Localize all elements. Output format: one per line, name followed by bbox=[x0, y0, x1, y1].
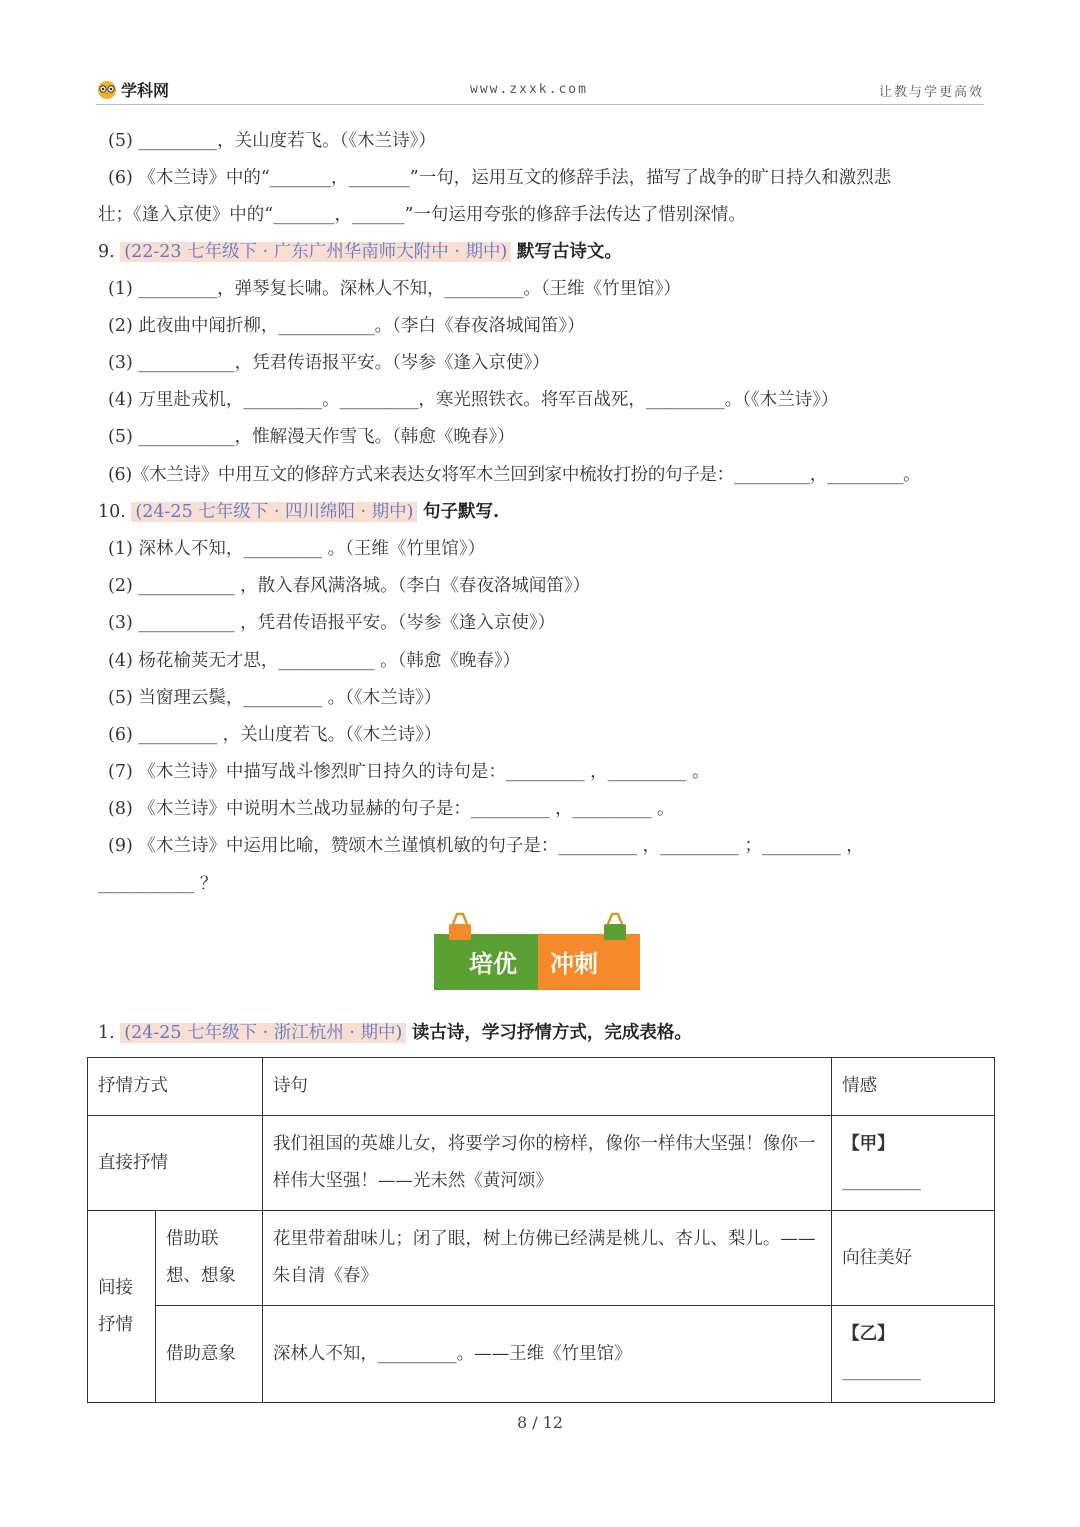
answer-blank: _________ bbox=[842, 1171, 921, 1191]
question-10-heading bbox=[98, 500, 499, 524]
badge-right-text: 冲刺 bbox=[550, 950, 598, 978]
list-item: (5) ___________，惟解漫天作雪飞。（韩愈《晚春》） bbox=[108, 427, 515, 447]
list-item: (9) 《木兰诗》中运用比喻，赞颂木兰谨慎机敏的句子是：_________ ，_________ ；_________ ， bbox=[108, 836, 864, 856]
table-row bbox=[88, 1306, 995, 1403]
table-cell: 间接抒情 bbox=[88, 1211, 156, 1403]
list-item: (7) 《木兰诗》中描写战斗惨烈旷日持久的诗句是：_________ ，_________ 。 bbox=[108, 762, 710, 782]
page-number: 8 / 12 bbox=[516, 1413, 564, 1432]
answer-blank: _________ bbox=[842, 1361, 921, 1381]
list-item: (2) 此夜曲中闻折柳，___________。（李白《春夜洛城闻笛》） bbox=[108, 316, 585, 336]
table-header-row bbox=[88, 1058, 995, 1116]
list-item: (6)《木兰诗》中用互文的修辞方式来表达女将军木兰回到家中梳妆打扮的句子是：_________，_________。 bbox=[108, 465, 921, 485]
question-title: 读古诗，学习抒情方式，完成表格。 bbox=[411, 1023, 692, 1043]
table-header: 抒情方式 bbox=[88, 1058, 263, 1116]
list-item: (3) ___________ ，凭君传语报平安。（岑参《逢入京使》） bbox=[108, 613, 556, 633]
binder-clip-icon bbox=[604, 914, 626, 940]
brand-logo bbox=[96, 78, 169, 101]
table-cell: 我们祖国的英雄儿女，将要学习你的榜样，像你一样伟大坚强！像你一样伟大坚强！——光未然《黄河颂》 bbox=[262, 1116, 831, 1211]
list-item: (1) _________，弹琴复长啸。深林人不知，_________。（王维《竹里馆》） bbox=[108, 279, 681, 299]
table-cell: 借助意象 bbox=[155, 1306, 262, 1403]
question-source: (24-25 七年级下 · 浙江杭州 · 期中) bbox=[120, 1023, 406, 1043]
table-cell: 借助联想、想象 bbox=[155, 1211, 262, 1306]
list-item: (2) ___________ ，散入春风满洛城。（李白《春夜洛城闻笛》） bbox=[108, 576, 591, 596]
question-title: 句子默写. bbox=[423, 502, 500, 522]
table-row bbox=[88, 1116, 995, 1211]
question-source: (22-23 七年级下 · 广东广州华南师大附中 · 期中) bbox=[120, 242, 511, 262]
list-item: (1) 深林人不知，_________ 。（王维《竹里馆》） bbox=[108, 539, 486, 559]
table-header: 情感 bbox=[832, 1058, 995, 1116]
logo-text: 学科网 bbox=[121, 81, 170, 100]
list-item: (5) 当窗理云鬓，_________ 。（《木兰诗》） bbox=[108, 688, 442, 708]
site-url: www.zxxk.com bbox=[470, 82, 588, 97]
question-1-heading bbox=[98, 1021, 692, 1045]
answer-tag: 【甲】 bbox=[842, 1134, 895, 1154]
page-header bbox=[96, 76, 984, 105]
slogan: 让教与学更高效 bbox=[878, 85, 984, 100]
table-cell-answer bbox=[832, 1116, 995, 1211]
question-number: 1. bbox=[98, 1023, 115, 1043]
question-source: (24-25 七年级下 · 四川绵阳 · 期中) bbox=[131, 502, 417, 522]
list-item: (3) ___________，凭君传语报平安。（岑参《逢入京使》） bbox=[108, 353, 550, 373]
table-cell: 深林人不知，_________。——王维《竹里馆》 bbox=[262, 1306, 831, 1403]
table-row bbox=[88, 1211, 995, 1306]
list-item: (4) 杨花榆荚无才思，___________ 。（韩愈《晚春》） bbox=[108, 651, 521, 671]
list-item: (8) 《木兰诗》中说明木兰战功显赫的句子是：_________ ，_________ 。 bbox=[108, 799, 675, 819]
badge-left-text: 培优 bbox=[469, 950, 517, 978]
question-9-heading bbox=[98, 240, 622, 264]
table-cell: 花里带着甜味儿；闭了眼，树上仿佛已经满是桃儿、杏儿、梨儿。——朱自清《春》 bbox=[262, 1211, 831, 1306]
list-item: (6) _________ ，关山度若飞。（《木兰诗》） bbox=[108, 725, 442, 745]
table-cell-answer bbox=[832, 1306, 995, 1403]
table-cell: 向往美好 bbox=[832, 1211, 995, 1306]
list-item: (4) 万里赴戎机，_________。_________，寒光照铁衣。将军百战死，_________。（《木兰诗》） bbox=[108, 390, 839, 410]
question-number: 9. bbox=[98, 242, 115, 262]
section-badge bbox=[432, 912, 642, 994]
list-item: (6) 《木兰诗》中的“_______，_______”一句，运用互文的修辞手法，描写了战争的旷日持久和激烈悲 bbox=[108, 168, 892, 188]
owl-logo-icon bbox=[96, 80, 118, 100]
list-item: ___________ ？ bbox=[98, 874, 218, 894]
lyric-methods-table bbox=[87, 1057, 995, 1403]
question-title: 默写古诗文。 bbox=[516, 242, 622, 262]
question-number: 10. bbox=[98, 502, 126, 522]
table-header: 诗句 bbox=[262, 1058, 831, 1116]
list-item: 壮；《逢入京使》中的“_______，______”一句运用夸张的修辞手法传达了惜别深情。 bbox=[98, 205, 746, 225]
binder-clip-icon bbox=[449, 914, 471, 940]
list-item: (5) _________，关山度若飞。（《木兰诗》） bbox=[108, 131, 436, 151]
table-cell: 直接抒情 bbox=[88, 1116, 263, 1211]
answer-tag: 【乙】 bbox=[842, 1324, 895, 1344]
